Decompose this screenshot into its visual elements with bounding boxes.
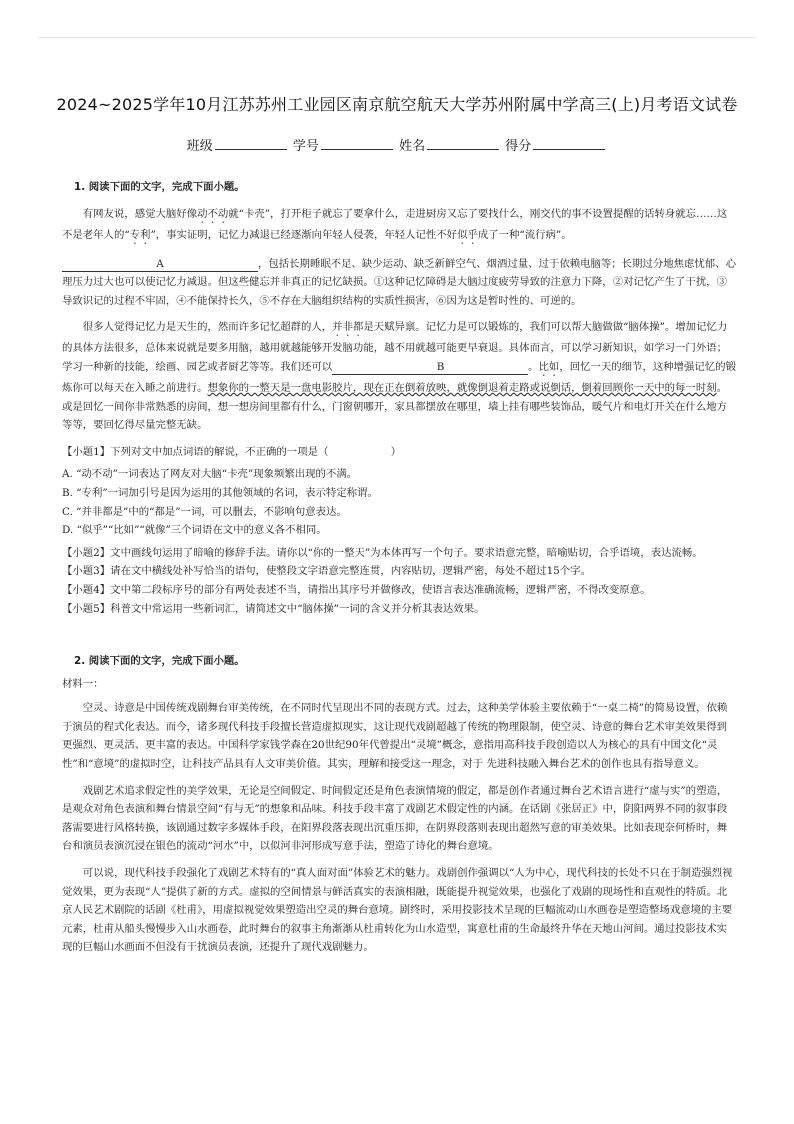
subquestion-2: 【小题2】文中画线句运用了暗喻的修辞手法。请你以“你的一整天”为本体再写一个句子。要求语意完整，暗喻贴切，合乎语境，表达流畅。 [62, 546, 703, 559]
dotted-word: 比如 [538, 360, 560, 373]
q2-paragraph-1: 空灵、诗意是中国传统戏剧舞台审美传统，在不同时代呈现出不同的表现方式。过去，这种美学体验主要依赖于“一桌二椅”的简易设置，依赖于演员的程式化表达。而今，诸多现代科技手段擅长营造虚拟现实，这让现代戏剧超越了传统的物理限制，使空灵、诗意的舞台艺术审美效果得到更强烈、更灵活、更丰富的表达。中国科学家钱学森在20世纪90年代曾提出“灵境”概念，意指用高科技手段创造以人为核心的具有中国文化“灵性”和“意境”的虚拟时空，让科技产品具有人文审美价值。其实，理解和接受这一理念，对于 先进科技融入舞台艺术的创作也具有指导意义。 [62, 702, 728, 771]
option-a[interactable]: A. “动不动”一词表达了网友对大脑“卡壳”现象频繁出现的不满。 [62, 468, 358, 481]
dotted-word: 动不动 [197, 207, 229, 220]
option-c[interactable]: C. “并非都是”中的“都是”一词，可以删去，不影响句意表达。 [62, 505, 347, 518]
q1-paragraph-3: 很多人觉得记忆力是天生的，然而许多记忆超群的人，并非都是天赋异禀。记忆力是可以锻炼的，我们可以帮大脑做做“脑体操”。增加记忆力的具体方法很多，总体来说就是要多用脑，越用就越能够开发脑功能，越不用就越可能更早衰退。具体而言，可以学习新知识，如学习一门外语；学习一种新的技能，绘画、园艺或者厨艺等等。我们还可以 B 。比如，回忆一天的细节，这种增强记忆的锻炼你可以每天在入睡之前进行。想象你的一整天是一盘电影胶片，现在正在倒着放映，就像倒退着走路或说倒话，倒着回顾你一天中的每一时刻。或是回忆一间你非常熟悉的房间，想一想房间里都有什么，门窗朝哪开，家具都摆放在哪里，墙上挂有哪些装饰品，暖气片和电灯开关在什么地方等等，要回忆得尽量完整无缺。 [62, 321, 736, 432]
number-blank[interactable] [321, 137, 393, 150]
option-b[interactable]: B. “专利”一词加引号是因为运用的其他领域的名词，表示特定称谓。 [62, 486, 378, 499]
score-blank[interactable] [533, 137, 605, 150]
exam-title: 2024~2025学年10月江苏苏州工业园区南京航空航天大学苏州附属中学高三(上)月考语文试卷 [56, 95, 738, 114]
option-d[interactable]: D. “似乎”“比如”“就像”三个词语在文中的意义各不相同。 [62, 524, 327, 537]
class-blank[interactable] [215, 137, 287, 150]
q2-paragraph-2: 戏剧艺术追求假定性的美学效果，无论是空间假定、时间假定还是角色表演情境的假定，都是创作者通过舞台艺术语言进行“虚与实”的塑造，是观众对角色表演和舞台情景空间“有与无”的想象和品味。科技手段丰富了戏剧艺术假定性的内涵。在话剧《张居正》中，阴阳两界不同的叙事段落需要进行风格转换，该剧通过数字多媒体手段，在阳界段落表现出沉重压抑，在阴界段落则表现出超然写意的审美效果。比如表现奈何桥时，舞台和演员表演沉浸在银色的流动“河水”中，以似河非河形成写意手法，塑造了诗化的舞台意境。 [62, 784, 728, 853]
number-label: 学号 [292, 139, 319, 154]
blank-a[interactable]: A [62, 258, 258, 272]
material-label: 材料一： [62, 677, 104, 690]
subquestion-4: 【小题4】文中第二段标序号的部分有两处表述不当，请指出其序号并做修改，使语言表达准确流畅，逻辑严密，不得改变原意。 [62, 583, 651, 596]
question-2-heading: 2. 阅读下面的文字，完成下面小题。 [74, 655, 245, 668]
subquestion-1: 【小题1】下列对文中加点词语的解说，不正确的一项是（ ） [62, 445, 402, 458]
underlined-sentence: 想象你的一整天是一盘电影胶片，现在正在倒着放映，就像倒退着走路或说倒话，倒着回顾你一天中的每一时刻 [207, 381, 717, 394]
blank-b[interactable]: B [332, 361, 528, 375]
subquestion-5: 【小题5】科普文中常运用一些新词汇，请简述文中“脑体操”一词的含义并分析其表达效果。 [62, 602, 485, 615]
dotted-word: 似乎 [457, 228, 478, 241]
name-blank[interactable] [427, 137, 499, 150]
q1-paragraph-2: A ，包括长期睡眠不足、缺少运动、缺乏新鲜空气、烟酒过量、过于依赖电脑等；长期过分地焦虑忧郁、心理压力过大也可以使记忆力减退。但这些健忘并非真正的记忆缺损。①这种记忆障碍是大脑过度疲劳导致的注意力下降，②对记忆产生了干扰，③导致识记的过程不牢固，④不能保持长久，⑤不存在大脑组织结构的实质性损害，⑥因为这是暂时性的、可逆的。 [62, 257, 736, 307]
q1-paragraph-1: 有网友说，感觉大脑好像动不动就“卡壳”，打开柜子就忘了要拿什么，走进厨房又忘了要找什么，刚交代的事不设置提醒的话转身就忘……这不是老年人的“专利”，事实证明，记忆力减退已经逐渐向年轻人侵袭，年轻人记性不好似乎成了一种“流行病”。 [62, 207, 728, 241]
class-label: 班级 [186, 139, 213, 154]
name-label: 姓名 [399, 139, 426, 154]
question-1-heading: 1. 阅读下面的文字，完成下面小题。 [74, 181, 245, 193]
score-label: 得分 [505, 139, 532, 154]
q2-paragraph-3: 可以说，现代科技手段强化了戏剧艺术特有的“真人面对面”体验艺术的魅力。戏剧创作强调以“人为中心，现代科技的长处不只在于制造强烈视觉效果，更为表现“人”提供了新的方式。虚拟的空间情景与鲜活真实的表演相融，既能提升视觉效果，也强化了戏剧的现场性和直观性的特质。北京人民艺术剧院的话剧《杜甫》，用虚拟视觉效果塑造出空灵的舞台意境。剧终时，采用投影技术呈现的巨幅流动山水画卷是塑造整场戏意境的主要元素，杜甫从船头慢慢步入山水画卷，此时舞台的叙事主角渐渐从杜甫转化为山水造型，寓意杜甫的生命最终升华在天地山河间。通过投影技术实现的巨幅山水画面不但没有干扰演员表演，还提升了现代戏剧魅力。 [62, 867, 733, 954]
dotted-word: 并非都 [332, 321, 364, 334]
exam-content [62, 178, 736, 957]
dotted-word: 专利 [129, 228, 151, 241]
top-divider [38, 37, 756, 38]
student-info-line [0, 135, 794, 154]
subquestion-3: 【小题3】请在文中横线处补写恰当的语句，使整段文字语意完整连贯，内容贴切，逻辑严密，每处不超过15个字。 [62, 565, 591, 578]
